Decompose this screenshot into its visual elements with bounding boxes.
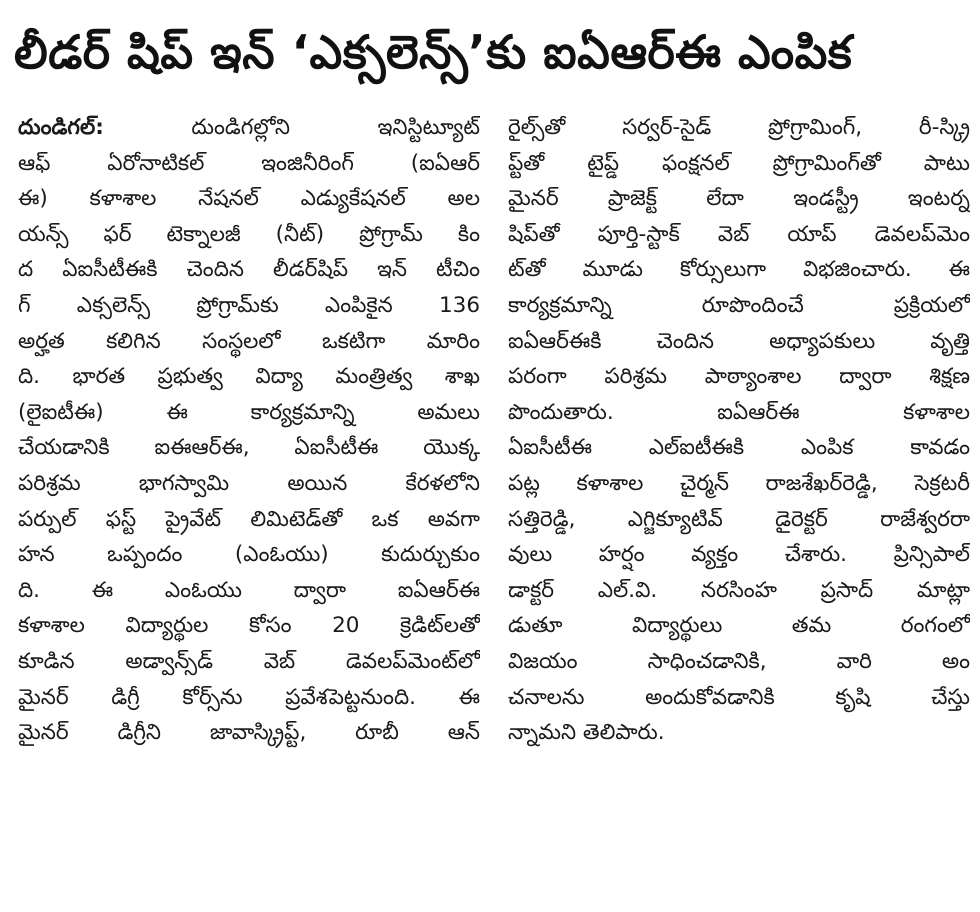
- body-line: గ్ ఎక్సలెన్స్ ప్రోగ్రామ్‌కు ఎంపికైన 136: [18, 292, 480, 318]
- body-line: కూడిన అడ్వాన్స్‌డ్ వెబ్ డెవలప్‌మెంట్‌లో: [18, 648, 480, 674]
- body-line: ఏఐసీటీఈ ఎల్ఐటీఈకి ఎంపిక కావడం: [508, 435, 970, 461]
- body-line: కార్యక్రమాన్ని రూపొందించే ప్రక్రియలో: [508, 292, 970, 318]
- body-line: పరిశ్రమ భాగస్వామి అయిన కేరళలోని: [18, 470, 480, 496]
- right-column: [508, 110, 970, 751]
- body-line: (లైఐటీఈ) ఈ కార్యక్రమాన్ని అమలు: [18, 399, 480, 425]
- headline: లీడర్ షిప్ ఇన్ ‘ఎక్సలెన్స్’కు ఐఏఆర్ఈ ఎంపిక: [14, 25, 853, 79]
- body-line: ది. భారత ప్రభుత్వ విద్యా మంత్రిత్వ శాఖ: [18, 364, 480, 390]
- body-line: చనాలను అందుకోవడానికి కృషి చేస్తు: [508, 684, 970, 710]
- body-line: విజయం సాధించడానికి, వారి అం: [508, 648, 970, 674]
- body-line: ఆఫ్ ఏరోనాటికల్ ఇంజినీరింగ్ (ఐఏఆర్: [18, 150, 480, 176]
- body-line: మైనర్ ప్రాజెక్ట్ లేదా ఇండస్ట్రీ ఇంటర్న: [508, 186, 970, 212]
- body-line: మైనర్ డిగ్రీ కోర్స్‌ను ప్రవేశపెట్టనుంది. ఈ: [18, 684, 480, 710]
- body-line: పర్పుల్ ఫస్ట్ ప్రైవేట్ లిమిటెడ్‌తో ఒక అవగా: [18, 506, 480, 532]
- body-line: షిప్‌తో పూర్తి-స్టాక్ వెబ్ యాప్ డెవలప్‌మెం: [508, 221, 970, 247]
- body-line: చేయడానికి ఐఈఆర్ఈ, ఏఐసీటీఈ యొక్క: [18, 435, 480, 461]
- body-line: అర్హత కలిగిన సంస్థలలో ఒకటిగా మారిం: [18, 328, 480, 354]
- body-line: యన్స్ ఫర్ టెక్నాలజీ (నీట్) ప్రోగ్రామ్ కిం: [18, 221, 480, 247]
- body-line: హన ఒప్పందం (ఎంఓయు) కుదుర్చుకుం: [18, 542, 480, 568]
- body-line: డుతూ విద్యార్థులు తమ రంగంలో: [508, 613, 970, 639]
- column-gutter: [489, 112, 490, 882]
- dateline: దుండిగల్:: [18, 115, 104, 140]
- body-line: ద ఏఐసీటీఈకి చెందిన లీడర్‌షిప్ ఇన్ టీచిం: [18, 257, 480, 283]
- body-line: కళాశాల విద్యార్థుల కోసం 20 క్రెడిట్‌లతో: [18, 613, 480, 639]
- body-line: సత్తిరెడ్డి, ఎగ్జిక్యూటివ్ డైరెక్టర్ రాజేశ్వరరా: [508, 506, 970, 532]
- body-line: ది. ఈ ఎంఓయు ద్వారా ఐఏఆర్ఈ: [18, 577, 480, 603]
- body-line: వులు హర్షం వ్యక్తం చేశారు. ప్రిన్సిపాల్: [508, 542, 970, 568]
- body-line: పొందుతారు. ఐఏఆర్ఈ కళాశాల: [508, 399, 970, 425]
- body-line: మైనర్ డిగ్రీని జావాస్క్రిప్ట్, రూబీ ఆన్: [18, 720, 480, 746]
- body-line: న్నామని తెలిపారు.: [508, 720, 665, 746]
- body-line: ప్ట్‌తో టైప్డ్ ఫంక్షనల్ ప్రోగ్రామింగ్‌తో పాటు: [508, 150, 970, 176]
- body-line: డాక్టర్ ఎల్.వి. నరసింహ ప్రసాద్ మాట్లా: [508, 577, 970, 603]
- body-line: రైల్స్‌తో సర్వర్-సైడ్ ప్రోగ్రామింగ్, రీ-స్క్రి: [508, 115, 970, 140]
- body-line: పరంగా పరిశ్రమ పాఠ్యాంశాల ద్వారా శిక్షణ: [508, 364, 970, 390]
- left-column: [18, 110, 480, 751]
- body-line: పట్ల కళాశాల చైర్మన్ రాజశేఖర్‌రెడ్డి, సెక్రటరీ: [508, 470, 970, 496]
- body-line: ఈ) కళాశాల నేషనల్ ఎడ్యుకేషనల్ అల: [18, 186, 480, 212]
- body-line-text: దుండిగల్లోని ఇనిస్టిట్యూట్: [103, 115, 480, 140]
- body-line: ట్‌తో మూడు కోర్సులుగా విభజించారు. ఈ: [508, 257, 970, 283]
- body-line: ఐఏఆర్ఈకి చెందిన అధ్యాపకులు వృత్తి: [508, 328, 970, 354]
- body-line: [18, 110, 480, 146]
